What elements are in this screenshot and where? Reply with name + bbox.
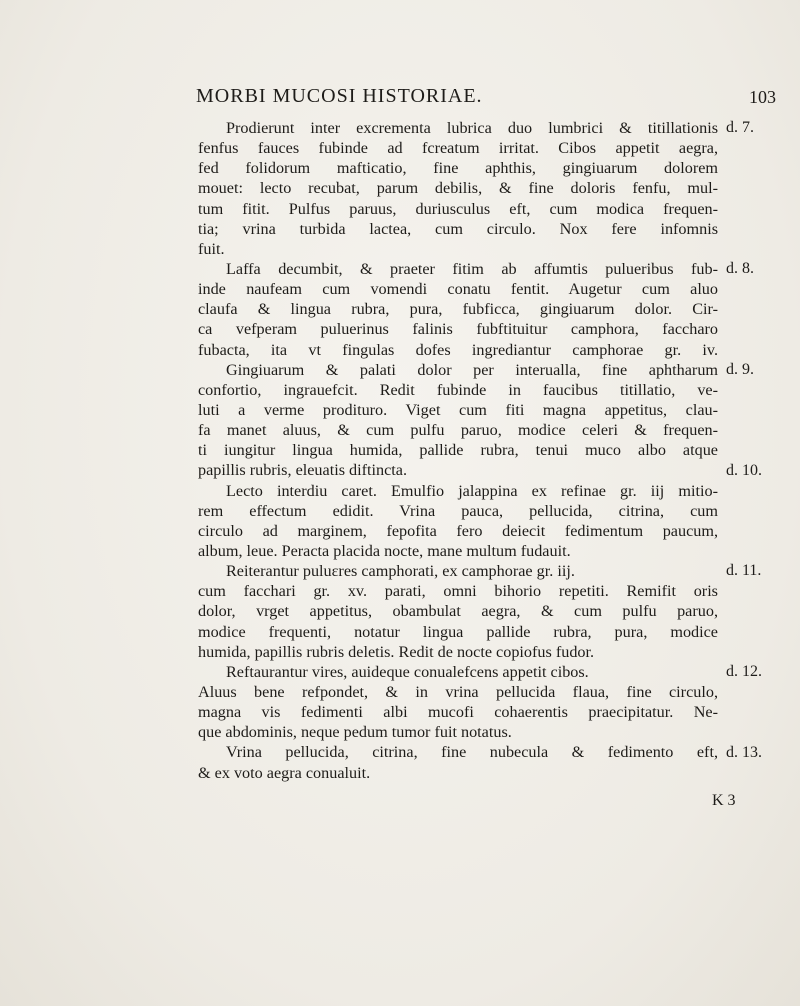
text-line: Reftaurantur vires, auideque conualefcens appetit cibos. <box>226 662 589 681</box>
text-line: Laffa decumbit, & praeter fitim ab affumtis pulueribus fub- <box>226 259 718 278</box>
text-line: rem effectum edidit. Vrina pauca, pellucida, citrina, cum <box>198 501 718 520</box>
text-line: ca vefperam puluerinus falinis fubftituitur camphora, faccharo <box>198 320 718 339</box>
margin-day-note: d. 10. <box>726 461 762 479</box>
text-line: & ex voto aegra conualuit. <box>198 763 371 782</box>
text-line: Vrina pellucida, citrina, fine nubecula & fedimento eft, <box>226 743 718 762</box>
running-head: MORBI MUCOSI HISTORIAE. <box>196 85 483 107</box>
text-line: claufa & lingua rubra, pura, fubficca, gingiuarum dolor. Cir- <box>198 300 718 319</box>
text-line: confortio, ingrauefcit. Redit fubinde in faucibus titillatio, ve- <box>198 380 718 399</box>
margin-day-note: d. 13. <box>726 743 762 761</box>
text-line: fenfus fauces fubinde ad fcreatum irritat. Cibos appetit aegra, <box>198 139 718 158</box>
text-line: luti a verme prodituro. Viget cum fiti magna appetitus, clau- <box>198 400 718 419</box>
text-line: fuit. <box>198 239 225 258</box>
text-line: Aluus bene refpondet, & in vrina pellucida flaua, fine circulo, <box>198 682 718 701</box>
catchword: K 3 <box>712 792 736 809</box>
text-line: que abdominis, neque pedum tumor fuit notatus. <box>198 723 512 742</box>
text-line: fa manet aluus, & cum pulfu paruo, modice celeri & frequen- <box>198 421 718 440</box>
text-line: inde naufeam cum vomendi conatu fentit. Augetur cum aluo <box>198 280 718 299</box>
text-line: fubacta, ita vt fingulas dofes ingrediantur camphorae gr. iv. <box>198 340 718 359</box>
margin-day-note: d. 8. <box>726 260 754 278</box>
margin-day-note: d. 11. <box>726 562 762 580</box>
text-line: modice frequenti, notatur lingua pallide rubra, pura, modice <box>198 622 718 641</box>
text-line: Lecto interdiu caret. Emulfio jalappina ex refinae gr. iij mitio- <box>226 481 718 500</box>
margin-day-note: d. 9. <box>726 360 754 378</box>
text-line: tum fitit. Pulfus paruus, duriusculus eft, cum modica frequen- <box>198 199 718 218</box>
body-text <box>198 118 718 783</box>
text-line: papillis rubris, eleuatis diftincta. <box>198 461 408 480</box>
text-line: humida, papillis rubris deletis. Redit de nocte copiofus fudor. <box>198 642 595 661</box>
text-line: cum facchari gr. xv. parati, omni bihorio repetiti. Remifit oris <box>198 582 718 601</box>
margin-day-note: d. 7. <box>726 119 754 136</box>
text-line: fed folidorum mafticatio, fine aphthis, gingiuarum dolorem <box>198 159 718 178</box>
margin-day-note: d. 12. <box>726 663 762 681</box>
text-line: Prodierunt inter excrementa lubrica duo lumbrici & titillationis <box>226 119 718 137</box>
text-line: dolor, vrget appetitus, obambulat aegra, & cum pulfu paruo, <box>198 602 718 621</box>
text-line: ti iungitur lingua humida, pallide rubra, tenui muco albo atque <box>198 441 718 460</box>
text-line: tia; vrina turbida lactea, cum circulo. Nox fere infomnis <box>198 219 718 238</box>
text-line: mouet: lecto recubat, parum debilis, & fine doloris fenfu, mul- <box>198 179 718 198</box>
page-header <box>196 85 776 115</box>
text-line: Gingiuarum & palati dolor per interualla, fine aphtharum <box>226 360 718 379</box>
page-number: 103 <box>749 87 776 107</box>
text-line: Reiterantur puluεres camphorati, ex camphorae gr. iij. <box>226 562 575 581</box>
text-line: magna vis fedimenti albi mucofi cohaerentis praecipitatur. Ne- <box>198 703 718 722</box>
text-line: circulo ad marginem, fepofita fero deiecit fedimentum paucum, <box>198 521 718 540</box>
text-line: album, leue. Peracta placida nocte, mane multum fudauit. <box>198 541 571 560</box>
